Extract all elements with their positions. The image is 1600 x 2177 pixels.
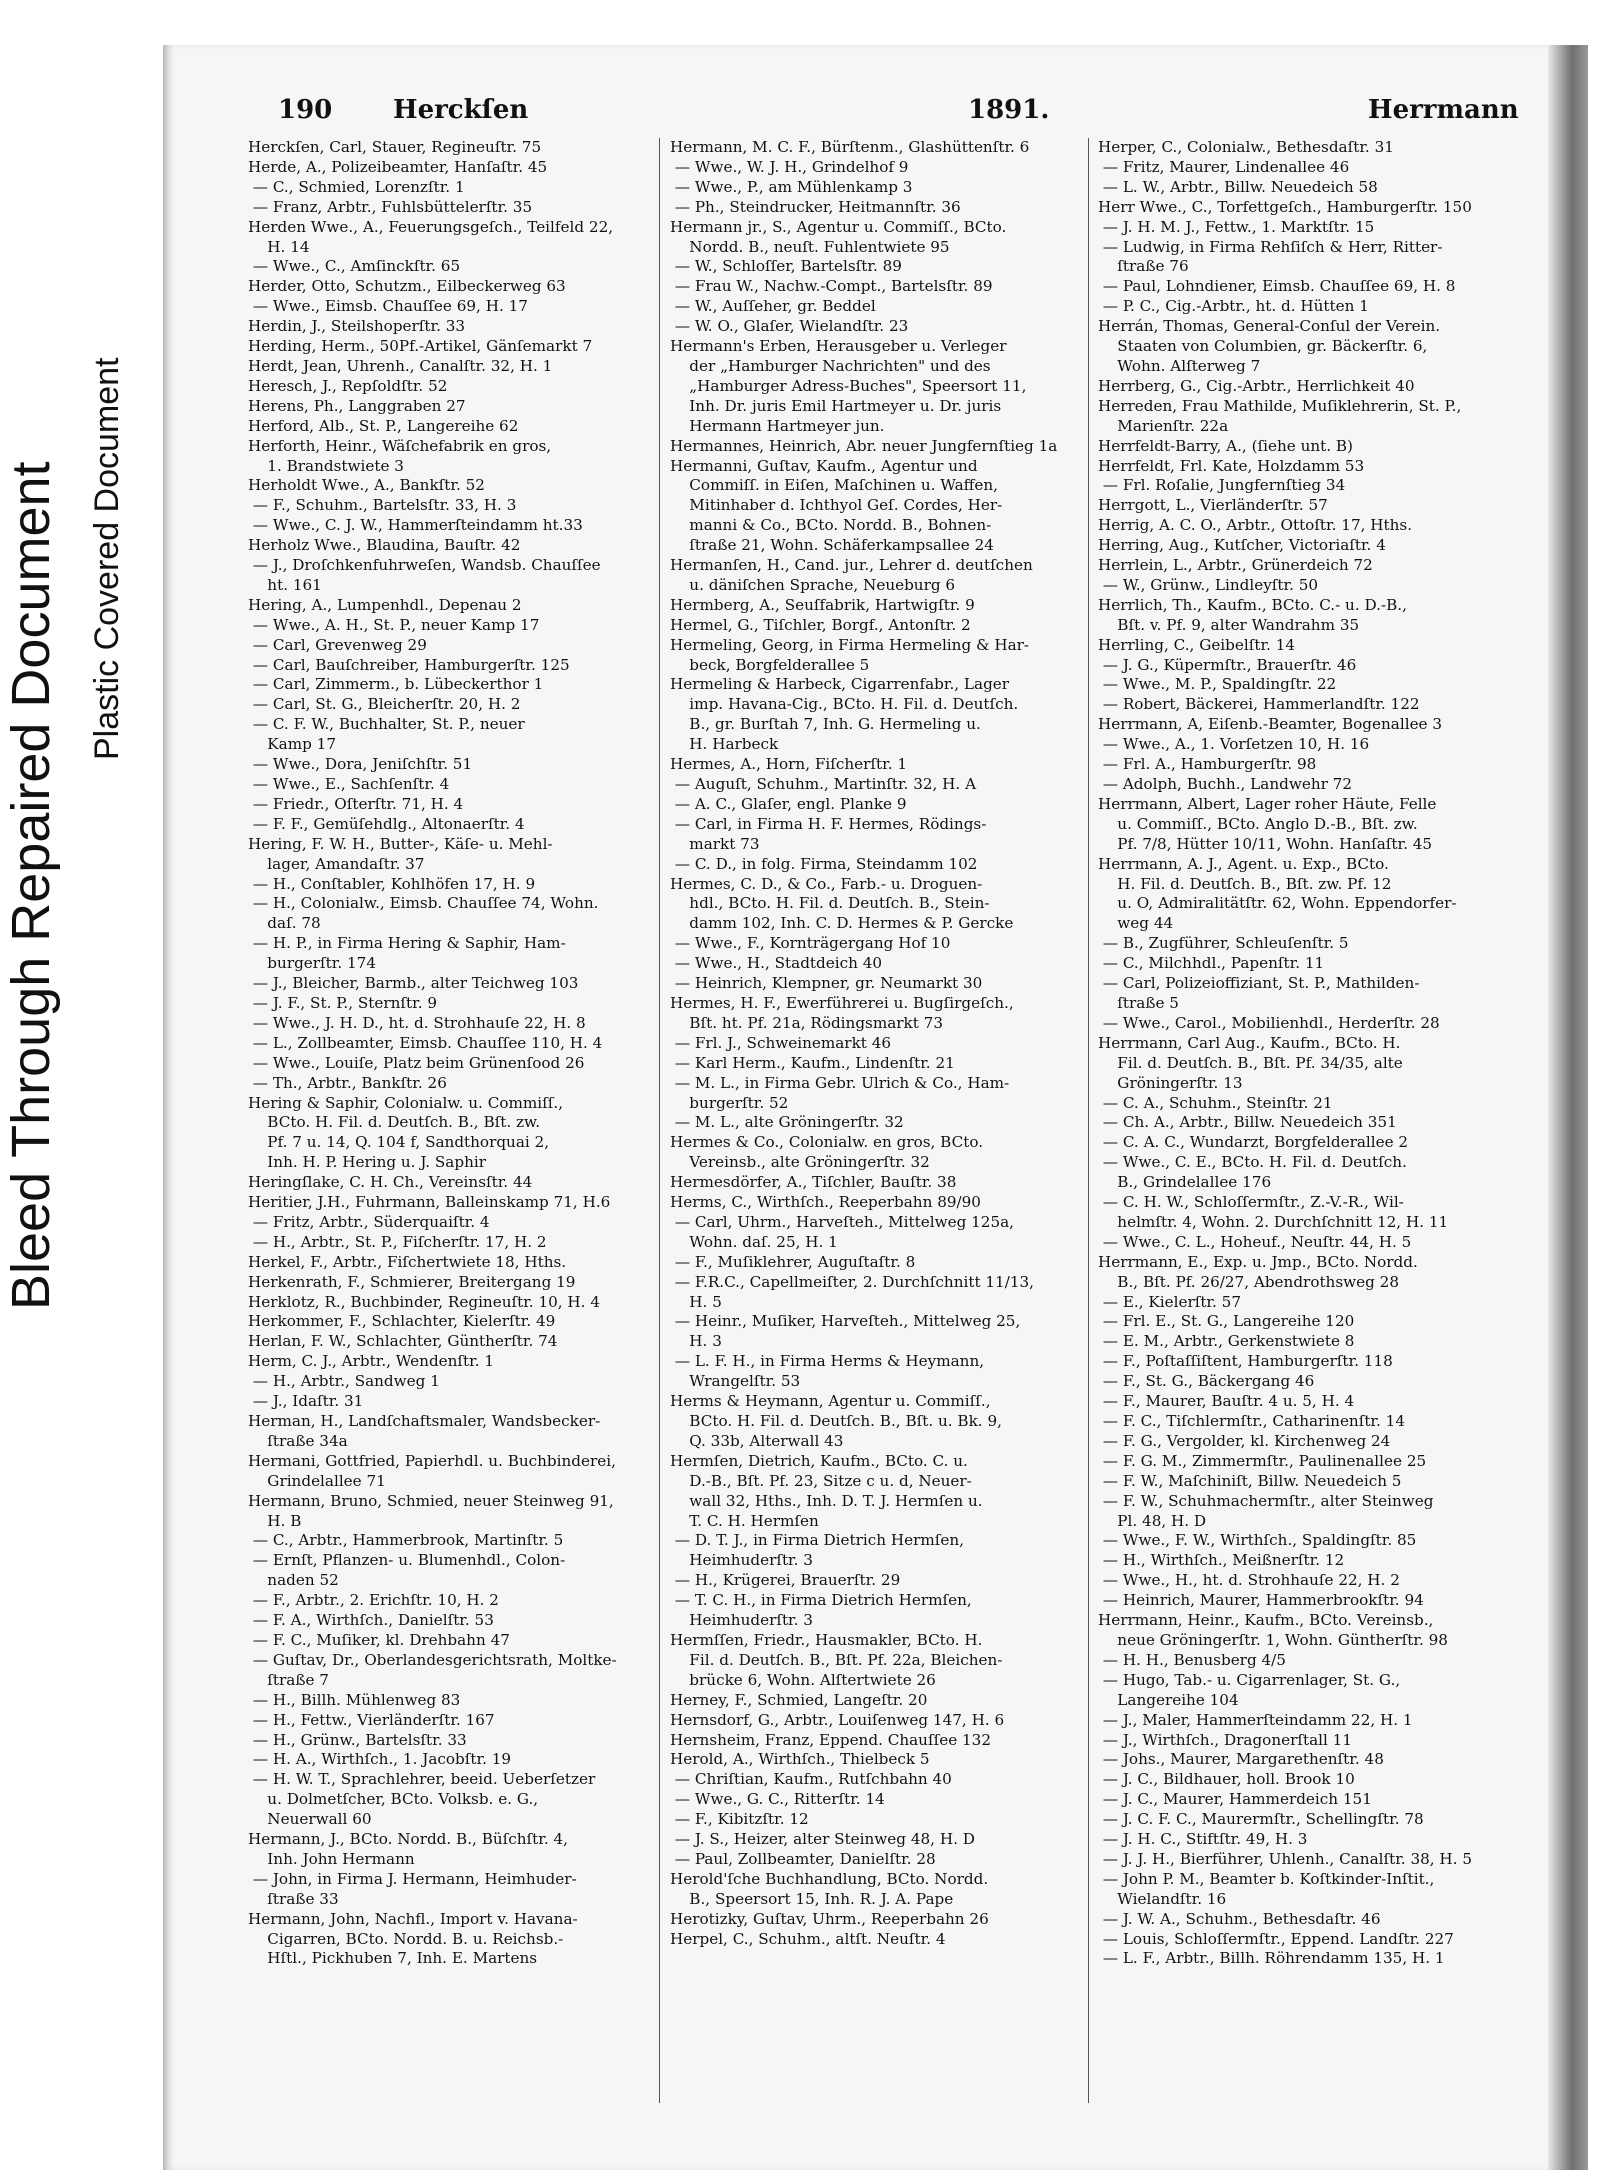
directory-entry-line: lager, Amandaſtr. 37 [248, 854, 425, 873]
directory-entry-line: Herring, Aug., Kutſcher, Victoriaſtr. 4 [1098, 536, 1386, 555]
directory-entry-line: — Wwe., M. P., Spaldingſtr. 22 [1098, 675, 1337, 694]
directory-entry-line: — J., Droſchkenfuhrweſen, Wandsb. Chauſſee [248, 556, 601, 575]
directory-entry-line: — Ch. A., Arbtr., Billw. Neuedeich 351 [1098, 1113, 1397, 1132]
directory-entry-line: — J., Maler, Hammerſteindamm 22, H. 1 [1098, 1710, 1413, 1729]
directory-entry-line: Nordd. B., neuſt. Fuhlentwiete 95 [670, 237, 950, 256]
directory-entry-line: — H., Conſtabler, Kohlhöfen 17, H. 9 [248, 874, 536, 893]
directory-entry-line: — C., Milchhdl., Papenſtr. 11 [1098, 954, 1325, 973]
directory-entry-line: — Louis, Schloſſermſtr., Eppend. Landſtr. 227 [1098, 1929, 1454, 1948]
directory-entry-line: — Wwe., C. E., BCto. H. Fil. d. Deutſch. [1098, 1153, 1407, 1172]
right-catchword: Herrmann [1368, 95, 1519, 125]
directory-entry-line: — Wwe., C. L., Hoheuf., Neuſtr. 44, H. 5 [1098, 1232, 1412, 1251]
directory-entry-line: — Robert, Bäckerei, Hammerlandſtr. 122 [1098, 695, 1420, 714]
directory-entry-line: — D. T. J., in Firma Dietrich Hermſen, [670, 1531, 964, 1550]
directory-entry-line: Hermesdörfer, A., Tiſchler, Bauſtr. 38 [670, 1173, 957, 1192]
directory-entry-line: — Carl, Polizeioffiziant, St. P., Mathilden- [1098, 974, 1420, 993]
directory-entry-line: — M. L., alte Gröningerſtr. 32 [670, 1113, 904, 1132]
directory-entry-line: u. Commiſſ., BCto. Anglo D.-B., Bſt. zw. [1098, 814, 1418, 833]
directory-entry-line: Bſt. ht. Pf. 21a, Rödingsmarkt 73 [670, 1013, 944, 1032]
directory-entry-line: Herrmann, E., Exp. u. Jmp., BCto. Nordd. [1098, 1252, 1418, 1271]
directory-entry-line: — W., Grünw., Lindleyſtr. 50 [1098, 575, 1319, 594]
directory-entry-line: Hermann, Bruno, Schmied, neuer Steinweg 91, [248, 1491, 614, 1510]
book-gutter [1548, 45, 1588, 2170]
directory-entry-line: — W., Auſſeher, gr. Beddel [670, 297, 876, 316]
directory-entry-line: — Paul, Zollbeamter, Danielſtr. 28 [670, 1849, 936, 1868]
directory-entry-line: Hermſſen, Friedr., Hausmakler, BCto. H. [670, 1630, 983, 1649]
directory-entry-line: — C. F. W., Buchhalter, St. P., neuer [248, 715, 525, 734]
directory-entry-line: ſtraße 5 [1098, 993, 1179, 1012]
directory-entry-line: — Carl, Bauſchreiber, Hamburgerſtr. 125 [248, 655, 570, 674]
directory-entry-line: — J. J. H., Bierführer, Uhlenh., Canalſtr. 38, H. 5 [1098, 1849, 1472, 1868]
directory-entry-line: Wielandſtr. 16 [1098, 1889, 1227, 1908]
directory-entry-line: — Auguſt, Schuhm., Martinſtr. 32, H. A [670, 775, 977, 793]
directory-entry-line: — F. W., Schuhmachermſtr., alter Steinweg [1098, 1491, 1434, 1510]
directory-entry-line: H. 14 [248, 237, 310, 256]
directory-entry-line: brücke 6, Wohn. Alſtertwiete 26 [670, 1670, 936, 1689]
directory-entry-line: — Wwe., C., Amſinckſtr. 65 [248, 257, 461, 276]
directory-entry-line: Mitinhaber d. Ichthyol Geſ. Cordes, Her- [670, 496, 1003, 515]
directory-entry-line: Wohn. Alſterweg 7 [1098, 356, 1261, 375]
directory-entry-line: — J. S., Heizer, alter Steinweg 48, H. D [670, 1830, 975, 1849]
directory-entry-line: — H., Fettw., Vierländerſtr. 167 [248, 1710, 495, 1729]
directory-entry-line: — A. C., Glaſer, engl. Planke 9 [670, 794, 907, 813]
directory-entry-line: B., Bſt. Pf. 26/27, Abendrothsweg 28 [1098, 1272, 1399, 1291]
directory-entry-line: Herkommer, F., Schlachter, Kielerſtr. 49 [248, 1312, 556, 1331]
directory-entry-line: u. O, Admiralitätſtr. 62, Wohn. Eppendorfer- [1098, 894, 1457, 913]
directory-entry-line: Commiſſ. in Eiſen, Maſchinen u. Waffen, [670, 476, 999, 495]
directory-entry-line: — Adolph, Buchh., Landwehr 72 [1098, 775, 1353, 793]
directory-column-2 [670, 138, 1075, 2098]
directory-entry-line: — P. C., Cig.-Arbtr., ht. d. Hütten 1 [1098, 297, 1369, 316]
column-divider [1088, 138, 1089, 2103]
directory-entry-line: — Wwe., Louiſe, Platz beim Grünenſood 26 [248, 1053, 585, 1072]
directory-entry-line: 1. Brandstwiete 3 [248, 456, 404, 475]
directory-entry-line: B., gr. Burſtah 7, Inh. G. Hermeling u. [670, 715, 981, 734]
directory-entry-line: — C., Arbtr., Hammerbrook, Martinſtr. 5 [248, 1531, 564, 1550]
directory-entry-line: manni & Co., BCto. Nordd. B., Bohnen- [670, 516, 992, 535]
directory-entry-line: — F. C., Tiſchlermſtr., Catharinenſtr. 14 [1098, 1412, 1406, 1430]
directory-entry-line: Herde, A., Polizeibeamter, Hanſaſtr. 45 [248, 157, 548, 176]
directory-entry-line: — Wwe., F. W., Wirthſch., Spaldingſtr. 85 [1098, 1531, 1417, 1550]
directory-entry-line: Herm, C. J., Arbtr., Wendenſtr. 1 [248, 1352, 495, 1371]
column-divider [659, 138, 660, 2103]
directory-page [163, 45, 1588, 2170]
directory-entry-line: Heimhuderſtr. 3 [670, 1551, 813, 1570]
directory-entry-line: — Wwe., P., am Mühlenkamp 3 [670, 177, 913, 196]
directory-entry-line: Herrán, Thomas, General-Conſul der Verein. [1098, 317, 1441, 336]
directory-entry-line: Herms, C., Wirthſch., Reeperbahn 89/90 [670, 1193, 981, 1212]
directory-entry-line: Hermes & Co., Colonialw. en gros, BCto. [670, 1133, 984, 1152]
directory-entry-line: Hermberg, A., Seuſfabrik, Hartwigſtr. 9 [670, 595, 975, 614]
directory-entry-line: Hernsheim, Franz, Eppend. Chauſſee 132 [670, 1730, 991, 1749]
directory-entry-line: Grindelallee 71 [248, 1471, 386, 1490]
directory-entry-line: ht. 161 [248, 575, 322, 594]
directory-entry-line: Fil. d. Deutſch. B., Bſt. Pf. 22a, Bleichen- [670, 1650, 1003, 1669]
directory-entry-line: burgerſtr. 174 [248, 954, 377, 973]
directory-entry-line: ſtraße 76 [1098, 257, 1189, 276]
directory-entry-line: Hermes, H. F., Ewerführerei u. Bugſirgeſch., [670, 993, 1014, 1012]
directory-entry-line: Herforth, Heinr., Wäſchefabrik en gros, [248, 436, 552, 455]
directory-entry-line: Hermann jr., S., Agentur u. Commiſſ., BCto. [670, 217, 1007, 236]
directory-entry-line: Herding, Herm., 50Pf.-Artikel, Gänſemarkt 7 [248, 337, 593, 356]
directory-entry-line: der „Hamburger Nachrichten" und des [670, 356, 991, 375]
directory-entry-line: — F., Muſiklehrer, Auguſtaſtr. 8 [670, 1252, 916, 1271]
directory-entry-line: Herrfeldt, Frl. Kate, Holzdamm 53 [1098, 456, 1365, 475]
directory-column-1 [248, 138, 641, 2098]
directory-entry-line: Wrangelſtr. 53 [670, 1372, 801, 1391]
directory-entry-line: — Wwe., H., Stadtdeich 40 [670, 954, 883, 973]
directory-entry-line: — C. A., Schuhm., Steinſtr. 21 [1098, 1093, 1333, 1112]
directory-entry-line: — B., Zugführer, Schleuſenſtr. 5 [1098, 934, 1349, 953]
directory-entry-line: — Wwe., H., ht. d. Strohhauſe 22, H. 2 [1098, 1571, 1400, 1590]
directory-entry-line: Herlan, F. W., Schlachter, Güntherſtr. 74 [248, 1332, 558, 1351]
directory-entry-line: — Chriſtian, Kaufm., Rutſchbahn 40 [670, 1770, 952, 1789]
directory-entry-line: „Hamburger Adress-Buches", Speersort 11, [670, 376, 1027, 395]
directory-entry-line: — H., Krügerei, Brauerſtr. 29 [670, 1571, 901, 1590]
directory-entry-line: burgerſtr. 52 [670, 1093, 789, 1112]
directory-entry-line: — Franz, Arbtr., Fuhlsbüttelerſtr. 35 [248, 197, 533, 216]
directory-entry-line: Heimhuderſtr. 3 [670, 1611, 813, 1630]
directory-entry-line: — Johs., Maurer, Margarethenſtr. 48 [1098, 1750, 1384, 1769]
directory-entry-line: Herr Wwe., C., Torfettgeſch., Hamburgerſtr. 150 [1098, 197, 1472, 216]
directory-entry-line: Hermanni, Guſtav, Kaufm., Agentur und [670, 456, 978, 475]
directory-entry-line: Herdin, J., Steilshoperſtr. 33 [248, 317, 466, 336]
plastic-cover-label: Plastic Covered Document [88, 357, 126, 760]
directory-entry-line: Wohn. daſ. 25, H. 1 [670, 1232, 838, 1251]
directory-entry-line: — F., Poſtaſſiſtent, Hamburgerſtr. 118 [1098, 1352, 1393, 1371]
directory-entry-line: — H. H., Benusberg 4/5 [1098, 1650, 1286, 1669]
page-header [278, 95, 1598, 139]
directory-entry-line: — Fritz, Maurer, Lindenallee 46 [1098, 157, 1350, 176]
directory-entry-line: Inh. H. P. Hering u. J. Saphir [248, 1153, 486, 1172]
directory-entry-line: — Wwe., W. J. H., Grindelhof 9 [670, 157, 909, 176]
directory-entry-line: Hermann, John, Nachfl., Import v. Havana- [248, 1909, 578, 1928]
directory-entry-line: Hermanſen, H., Cand. jur., Lehrer d. deutſchen [670, 556, 1033, 575]
directory-entry-line: — Karl Herm., Kaufm., Lindenſtr. 21 [670, 1053, 955, 1072]
page-number: 190 [278, 95, 333, 125]
directory-entry-line: Hering, A., Lumpenhdl., Depenau 2 [248, 595, 522, 614]
directory-entry-line: — Carl, Uhrm., Harveſteh., Mittelweg 125a, [670, 1212, 1014, 1231]
directory-entry-line: Vereinsb., alte Gröningerſtr. 32 [670, 1153, 930, 1172]
directory-entry-line: — F. G., Vergolder, kl. Kirchenweg 24 [1098, 1431, 1391, 1450]
directory-entry-line: T. C. H. Hermſen [670, 1511, 819, 1530]
directory-entry-line: — Carl, in Firma H. F. Hermes, Rödings- [670, 814, 987, 833]
directory-entry-line: Herklotz, R., Buchbinder, Regineuſtr. 10, H. 4 [248, 1292, 600, 1311]
directory-entry-line: Herman, H., Landſchaftsmaler, Wandsbecker- [248, 1412, 601, 1430]
directory-entry-line: — J. H. C., Stiftſtr. 49, H. 3 [1098, 1830, 1308, 1849]
directory-entry-line: markt 73 [670, 834, 760, 853]
directory-entry-line: — John P. M., Beamter b. Koſtkinder-Inſtit., [1098, 1869, 1435, 1888]
directory-entry-line: — F., Schuhm., Bartelsſtr. 33, H. 3 [248, 496, 517, 515]
directory-entry-line: Herreden, Frau Mathilde, Muſiklehrerin, St. P., [1098, 396, 1462, 415]
directory-entry-line: u. däniſchen Sprache, Neueburg 6 [670, 575, 956, 594]
directory-entry-line: Hermſen, Dietrich, Kaufm., BCto. C. u. [670, 1451, 968, 1470]
directory-entry-line: — C. H. W., Schloſſermſtr., Z.-V.-R., Wil- [1098, 1193, 1404, 1212]
directory-entry-line: — J., Idaſtr. 31 [248, 1392, 364, 1411]
directory-entry-line: Hſtl., Pickhuben 7, Inh. E. Martens [248, 1949, 538, 1968]
directory-entry-line: ſtraße 34a [248, 1431, 348, 1450]
directory-entry-line: — Wwe., J. H. D., ht. d. Strohhauſe 22, H. 8 [248, 1013, 586, 1032]
directory-entry-line: — Wwe., Carol., Mobilienhdl., Herderſtr. 28 [1098, 1013, 1440, 1032]
directory-entry-line: Herrmann, Heinr., Kaufm., BCto. Vereinsb., [1098, 1611, 1434, 1630]
directory-entry-line: Heresch, J., Repſoldſtr. 52 [248, 376, 448, 395]
directory-entry-line: — Carl, Zimmerm., b. Lübeckerthor 1 [248, 675, 544, 694]
directory-entry-line: — F., Kibitzſtr. 12 [670, 1810, 809, 1829]
directory-entry-line: hdl., BCto. H. Fil. d. Deutſch. B., Stein- [670, 894, 990, 913]
directory-entry-line: Hermann Hartmeyer jun. [670, 416, 885, 435]
directory-entry-line: — F. F., Gemüſehdlg., Altonaerſtr. 4 [248, 814, 525, 833]
directory-entry-line: Herkenrath, F., Schmierer, Breitergang 19 [248, 1272, 576, 1291]
directory-entry-line: — Wwe., F., Kornträgergang Hof 10 [670, 934, 951, 953]
directory-entry-line: — Carl, Grevenweg 29 [248, 635, 427, 654]
directory-entry-line: — H., Arbtr., St. P., Fiſcherſtr. 17, H. 2 [248, 1232, 547, 1251]
directory-entry-line: H. Fil. d. Deutſch. B., Bſt. zw. Pf. 12 [1098, 874, 1392, 893]
directory-entry-line: — Friedr., Oſterſtr. 71, H. 4 [248, 794, 464, 813]
directory-entry-line: — Wwe., Dora, Jeniſchſtr. 51 [248, 755, 473, 774]
directory-entry-line: Herrling, C., Geibelſtr. 14 [1098, 635, 1296, 654]
year-heading: 1891. [968, 95, 1050, 125]
directory-entry-line: H. B [248, 1511, 302, 1530]
directory-entry-line: Hermann's Erben, Herausgeber u. Verleger [670, 337, 1007, 356]
directory-entry-line: — Paul, Lohndiener, Eimsb. Chauſſee 69, H. 8 [1098, 277, 1456, 296]
directory-entry-line: Hermeling, Georg, in Firma Hermeling & Har- [670, 635, 1030, 654]
directory-entry-line: — Ph., Steindrucker, Heitmannſtr. 36 [670, 197, 961, 216]
directory-entry-line: Hering, F. W. H., Butter-, Käſe- u. Mehl- [248, 834, 553, 853]
directory-entry-line: Herrberg, G., Cig.-Arbtr., Herrlichkeit 40 [1098, 376, 1415, 395]
directory-entry-line: — T. C. H., in Firma Dietrich Hermſen, [670, 1591, 972, 1610]
directory-entry-line: Heritier, J.H., Fuhrmann, Balleinskamp 71, H.6 [248, 1193, 611, 1212]
directory-entry-line: Herder, Otto, Schutzm., Eilbeckerweg 63 [248, 277, 566, 296]
directory-entry-line: Inh. Dr. juris Emil Hartmeyer u. Dr. juris [670, 396, 1002, 415]
directory-entry-line: Kamp 17 [248, 735, 336, 754]
directory-entry-line: Herrgott, L., Vierländerſtr. 57 [1098, 496, 1328, 515]
directory-entry-line: BCto. H. Fil. d. Deutſch. B., Bſt. u. Bk. 9, [670, 1412, 1002, 1430]
directory-entry-line: Herold'ſche Buchhandlung, BCto. Nordd. [670, 1869, 989, 1888]
directory-entry-line: Hernsdorf, G., Arbtr., Louiſenweg 147, H. 6 [670, 1710, 1005, 1729]
directory-entry-line: Herrig, A. C. O., Arbtr., Ottoſtr. 17, Hths. [1098, 516, 1413, 535]
directory-entry-line: Heringſlake, C. H. Ch., Vereinsſtr. 44 [248, 1173, 533, 1192]
directory-entry-line: Herney, F., Schmied, Langeſtr. 20 [670, 1690, 928, 1709]
directory-entry-line: — F., St. G., Bäckergang 46 [1098, 1372, 1315, 1391]
directory-entry-line: Herrmann, Albert, Lager roher Häute, Felle [1098, 794, 1437, 813]
directory-entry-line: — J. H. M. J., Fettw., 1. Marktſtr. 15 [1098, 217, 1375, 236]
directory-entry-line: — Frau W., Nachw.-Compt., Bartelsſtr. 89 [670, 277, 993, 296]
directory-entry-line: Hermeling & Harbeck, Cigarrenfabr., Lager [670, 675, 1010, 694]
directory-entry-line: weg 44 [1098, 914, 1174, 933]
directory-entry-line: — Hugo, Tab.- u. Cigarrenlager, St. G., [1098, 1670, 1401, 1689]
directory-entry-line: imp. Havana-Cig., BCto. H. Fil. d. Deutſch. [670, 695, 1019, 714]
directory-entry-line: — M. L., in Firma Gebr. Ulrich & Co., Ham- [670, 1073, 1010, 1092]
directory-entry-line: — H. P., in Firma Hering & Saphir, Ham- [248, 934, 566, 953]
directory-entry-line: — H., Wirthſch., Meißnerſtr. 12 [1098, 1551, 1345, 1570]
directory-entry-line: ſtraße 33 [248, 1889, 339, 1908]
directory-entry-line: neue Gröningerſtr. 1, Wohn. Güntherſtr. 98 [1098, 1630, 1448, 1649]
directory-entry-line: Herens, Ph., Langgraben 27 [248, 396, 466, 415]
directory-entry-line: daſ. 78 [248, 914, 321, 933]
directory-entry-line: — L. F. H., in Firma Herms & Heymann, [670, 1352, 985, 1371]
directory-entry-line: — H. W. T., Sprachlehrer, beeid. Ueberſetzer [248, 1770, 596, 1789]
directory-entry-line: Herper, C., Colonialw., Bethesdaſtr. 31 [1098, 138, 1394, 156]
directory-entry-line: — Wwe., Eimsb. Chauſſee 69, H. 17 [248, 297, 528, 316]
directory-entry-line: naden 52 [248, 1571, 339, 1590]
directory-entry-line: — J. C. F. C., Maurermſtr., Schellingſtr. 78 [1098, 1810, 1424, 1829]
directory-entry-line: damm 102, Inh. C. D. Hermes & P. Gercke [670, 914, 1014, 933]
directory-entry-line: Herden Wwe., A., Feuerungsgeſch., Teilfeld 22, [248, 217, 614, 236]
directory-entry-line: Neuerwall 60 [248, 1810, 372, 1829]
directory-entry-line: Pf. 7/8, Hütter 10/11, Wohn. Hanſaſtr. 45 [1098, 834, 1433, 853]
directory-entry-line: Herckſen, Carl, Stauer, Regineuſtr. 75 [248, 138, 542, 156]
directory-entry-line: — F., Maurer, Bauſtr. 4 u. 5, H. 4 [1098, 1392, 1355, 1411]
left-catchword: Herckſen [393, 95, 529, 125]
directory-entry-line: D.-B., Bſt. Pf. 23, Sitze c u. d, Neuer- [670, 1471, 972, 1490]
directory-entry-line: Hermani, Gottfried, Papierhdl. u. Buchbinderei, [248, 1451, 616, 1470]
directory-entry-line: Hermann, M. C. F., Bürſtenm., Glashüttenſtr. 6 [670, 138, 1030, 156]
directory-entry-line: u. Dolmetſcher, BCto. Volksb. e. G., [248, 1790, 539, 1809]
directory-entry-line: — F.R.C., Capellmeiſter, 2. Durchſchnitt 11/13, [670, 1272, 1034, 1291]
directory-entry-line: — Frl. Roſalie, Jungfernſtieg 34 [1098, 476, 1346, 495]
directory-entry-line: Cigarren, BCto. Nordd. B. u. Reichsb.- [248, 1929, 564, 1948]
directory-entry-line: — Ernſt, Pflanzen- u. Blumenhdl., Colon- [248, 1551, 566, 1570]
directory-entry-line: H. Harbeck [670, 735, 779, 754]
directory-entry-line: Inh. John Hermann [248, 1849, 415, 1868]
directory-entry-line: — Heinrich, Klempner, gr. Neumarkt 30 [670, 974, 983, 993]
directory-entry-line: Bſt. v. Pf. 9, alter Wandrahm 35 [1098, 615, 1360, 634]
directory-entry-line: — L. F., Arbtr., Billh. Röhrendamm 135, H. 1 [1098, 1949, 1445, 1968]
directory-entry-line: Hermes, C. D., & Co., Farb.- u. Droguen- [670, 874, 983, 893]
directory-entry-line: — J. C., Bildhauer, holl. Brook 10 [1098, 1770, 1355, 1789]
directory-entry-line: — H., Arbtr., Sandweg 1 [248, 1372, 440, 1391]
directory-column-3 [1098, 138, 1528, 2098]
directory-entry-line: — J. F., St. P., Sternſtr. 9 [248, 993, 438, 1012]
directory-entry-line: Q. 33b, Alterwall 43 [670, 1431, 844, 1450]
directory-entry-line: — H. A., Wirthſch., 1. Jacobſtr. 19 [248, 1750, 512, 1769]
directory-entry-line: — J. G., Küpermſtr., Brauerſtr. 46 [1098, 655, 1357, 674]
directory-entry-line: — F. C., Muſiker, kl. Drehbahn 47 [248, 1630, 510, 1649]
directory-entry-line: — J., Bleicher, Barmb., alter Teichweg 103 [248, 974, 579, 993]
directory-entry-line: — J., Wirthſch., Dragonerſtall 11 [1098, 1730, 1353, 1749]
directory-entry-line: — F., Arbtr., 2. Erichſtr. 10, H. 2 [248, 1591, 499, 1610]
directory-entry-line: B., Speersort 15, Inh. R. J. A. Pape [670, 1889, 954, 1908]
directory-entry-line: Marienſtr. 22a [1098, 416, 1229, 435]
directory-entry-line: — Wwe., A., 1. Vorſetzen 10, H. 16 [1098, 735, 1370, 754]
directory-entry-line: Herrfeldt-Barry, A., (ſiehe unt. B) [1098, 436, 1353, 455]
directory-entry-line: B., Grindelallee 176 [1098, 1173, 1272, 1192]
directory-entry-line: BCto. H. Fil. d. Deutſch. B., Bſt. zw. [248, 1113, 541, 1132]
directory-entry-line: Gröningerſtr. 13 [1098, 1073, 1243, 1092]
directory-entry-line: Herrmann, A. J., Agent. u. Exp., BCto. [1098, 854, 1389, 873]
directory-entry-line: Herrlein, L., Arbtr., Grünerdeich 72 [1098, 556, 1373, 575]
directory-entry-line: — Wwe., A. H., St. P., neuer Kamp 17 [248, 615, 540, 634]
directory-entry-line: Langereihe 104 [1098, 1690, 1239, 1709]
directory-entry-line: H. 5 [670, 1292, 722, 1311]
directory-entry-line: — C. A. C., Wundarzt, Borgfelderallee 2 [1098, 1133, 1409, 1152]
directory-entry-line: — F. W., Maſchiniſt, Billw. Neuedeich 5 [1098, 1471, 1402, 1490]
directory-entry-line: — Heinrich, Maurer, Hammerbrookſtr. 94 [1098, 1591, 1424, 1610]
directory-entry-line: H. 3 [670, 1332, 722, 1351]
directory-entry-line: — Heinr., Muſiker, Harveſteh., Mittelweg 25, [670, 1312, 1021, 1331]
directory-entry-line: Herotizky, Guſtav, Uhrm., Reeperbahn 26 [670, 1909, 989, 1928]
directory-entry-line: Herkel, F., Arbtr., Fiſchertwiete 18, Hths. [248, 1252, 567, 1271]
directory-entry-line: — E., Kielerſtr. 57 [1098, 1292, 1242, 1311]
directory-entry-line: Herrmann, Carl Aug., Kaufm., BCto. H. [1098, 1033, 1401, 1052]
directory-entry-line: wall 32, Hths., Inh. D. T. J. Hermſen u. [670, 1491, 983, 1510]
directory-entry-line: — W., Schloſſer, Bartelsſtr. 89 [670, 257, 902, 276]
directory-entry-line: Herrlich, Th., Kaufm., BCto. C.- u. D.-B., [1098, 595, 1407, 614]
directory-entry-line: — Carl, St. G., Bleicherſtr. 20, H. 2 [248, 695, 521, 714]
directory-entry-line: Herholdt Wwe., A., Bankſtr. 52 [248, 476, 485, 495]
directory-entry-line: — H., Colonialw., Eimsb. Chauſſee 74, Wohn. [248, 894, 599, 913]
repair-note-label: Bleed Through Repaired Document [1, 461, 61, 1310]
directory-entry-line: Herdt, Jean, Uhrenh., Canalſtr. 32, H. 1 [248, 356, 553, 375]
directory-entry-line: — Frl. J., Schweinemarkt 46 [670, 1033, 892, 1052]
directory-entry-line: Pf. 7 u. 14, Q. 104 f, Sandthorquai 2, [248, 1133, 550, 1152]
directory-entry-line: — John, in Firma J. Hermann, Heimhuder- [248, 1869, 577, 1888]
directory-entry-line: — C. D., in folg. Firma, Steindamm 102 [670, 854, 978, 873]
directory-entry-line: Hermel, G., Tiſchler, Borgf., Antonſtr. 2 [670, 615, 971, 634]
directory-entry-line: — Wwe., E., Sachſenſtr. 4 [248, 775, 450, 793]
directory-entry-line: — L., Zollbeamter, Eimsb. Chauſſee 110, H. 4 [248, 1033, 603, 1052]
directory-entry-line: Pl. 48, H. D [1098, 1511, 1207, 1530]
directory-entry-line: — E. M., Arbtr., Gerkenstwiete 8 [1098, 1332, 1355, 1351]
directory-entry-line: — Frl. A., Hamburgerſtr. 98 [1098, 755, 1317, 774]
directory-entry-line: — Wwe., G. C., Ritterſtr. 14 [670, 1790, 885, 1809]
directory-entry-line: — J. W. A., Schuhm., Bethesdaſtr. 46 [1098, 1909, 1381, 1928]
directory-entry-line: Hering & Saphir, Colonialw. u. Commiſſ., [248, 1093, 564, 1112]
directory-entry-line: Staaten von Columbien, gr. Bäckerſtr. 6, [1098, 337, 1428, 356]
directory-entry-line: — C., Schmied, Lorenzſtr. 1 [248, 177, 465, 196]
directory-entry-line: Herford, Alb., St. P., Langereihe 62 [248, 416, 519, 435]
directory-entry-line: — F. A., Wirthſch., Danielſtr. 53 [248, 1611, 494, 1630]
directory-entry-line: — H., Grünw., Bartelsſtr. 33 [248, 1730, 467, 1749]
directory-entry-line: Herrmann, A, Eiſenb.-Beamter, Bogenallee 3 [1098, 715, 1443, 734]
directory-entry-line: helmſtr. 4, Wohn. 2. Durchſchnitt 12, H. 11 [1098, 1212, 1449, 1231]
directory-entry-line: — L. W., Arbtr., Billw. Neuedeich 58 [1098, 177, 1378, 196]
directory-entry-line: ſtraße 21, Wohn. Schäferkampsallee 24 [670, 536, 994, 555]
directory-entry-line: — Ludwig, in Firma Rehſiſch & Herr, Ritter- [1098, 237, 1443, 256]
directory-entry-line: — Th., Arbtr., Bankſtr. 26 [248, 1073, 447, 1092]
directory-entry-line: beck, Borgfelderallee 5 [670, 655, 870, 674]
directory-entry-line: — H., Billh. Mühlenweg 83 [248, 1690, 461, 1709]
directory-entry-line: Hermann, J., BCto. Nordd. B., Büſchſtr. 4, [248, 1830, 569, 1849]
directory-entry-line: — J. C., Maurer, Hammerdeich 151 [1098, 1790, 1372, 1809]
directory-entry-line: Hermannes, Heinrich, Abr. neuer Jungfernſtieg 1a [670, 436, 1058, 455]
margin-stamp [0, 0, 160, 1600]
directory-entry-line: — W. O., Glaſer, Wielandſtr. 23 [670, 317, 909, 336]
directory-entry-line: — Frl. E., St. G., Langereihe 120 [1098, 1312, 1355, 1331]
directory-entry-line: — Guſtav, Dr., Oberlandesgerichtsrath, Moltke- [248, 1650, 617, 1669]
directory-entry-line: Herholz Wwe., Blaudina, Bauſtr. 42 [248, 536, 521, 555]
directory-entry-line: Herms & Heymann, Agentur u. Commiſſ., [670, 1392, 991, 1411]
directory-entry-line: Fil. d. Deutſch. B., Bſt. Pf. 34/35, alte [1098, 1053, 1403, 1072]
directory-entry-line: — Wwe., C. J. W., Hammerſteindamm ht.33 [248, 516, 583, 535]
directory-entry-line: Herpel, C., Schuhm., altſt. Neuſtr. 4 [670, 1929, 946, 1948]
directory-entry-line: Herold, A., Wirthſch., Thielbeck 5 [670, 1750, 930, 1769]
directory-entry-line: ſtraße 7 [248, 1670, 329, 1689]
directory-entry-line: — Fritz, Arbtr., Süderquaiſtr. 4 [248, 1212, 490, 1231]
directory-entry-line: Hermes, A., Horn, Fiſcherſtr. 1 [670, 755, 908, 774]
directory-entry-line: — F. G. M., Zimmermſtr., Paulinenallee 25 [1098, 1451, 1427, 1470]
